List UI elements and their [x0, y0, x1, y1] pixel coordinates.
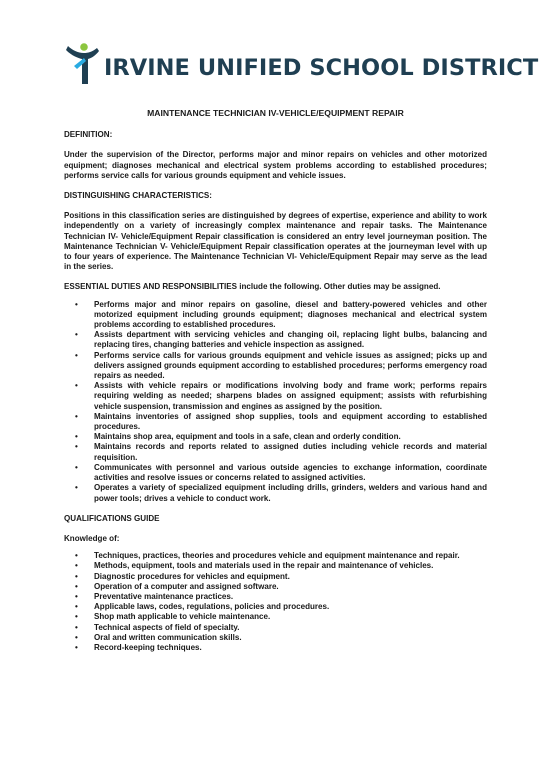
- duties-intro: ESSENTIAL DUTIES AND RESPONSIBILITIES include the following. Other duties may be assigned.: [64, 282, 441, 292]
- list-item: • Maintains records and reports related to assigned duties including vehicle records and material requisition.: [94, 442, 487, 462]
- list-item: • Shop math applicable to vehicle maintenance.: [94, 612, 487, 622]
- list-item: • Communicates with personnel and various outside agencies to exchange information, coordinate activities and resolve issues or concerns related to assigned activities.: [94, 463, 487, 483]
- knowledge-heading: Knowledge of:: [64, 533, 120, 543]
- list-item: • Oral and written communication skills.: [94, 633, 487, 643]
- list-item: • Maintains inventories of assigned shop supplies, tools and equipment according to established procedures.: [94, 412, 487, 432]
- list-item: • Operates a variety of specialized equipment including drills, grinders, welders and various hand and power tools; drives a vehicle to conduct work.: [94, 483, 487, 503]
- list-item: • Performs major and minor repairs on gasoline, diesel and battery-powered vehicles and other motorized equipment including grounds equipment; diagnoses mechanical and electrical system problems according to established procedures.: [94, 300, 487, 331]
- district-logo: [64, 42, 539, 86]
- list-item: • Applicable laws, codes, regulations, policies and procedures.: [94, 602, 487, 612]
- list-item: • Assists department with servicing vehicles and changing oil, replacing light bulbs, balancing and replacing tires, changing batteries and vehicle inspection as assigned.: [94, 330, 487, 350]
- distinguishing-heading: DISTINGUISHING CHARACTERISTICS:: [64, 191, 212, 201]
- list-item: • Operation of a computer and assigned software.: [94, 582, 487, 592]
- list-item: • Diagnostic procedures for vehicles and equipment.: [94, 572, 487, 582]
- district-figure-icon: [64, 42, 100, 86]
- knowledge-list: [64, 551, 487, 653]
- list-item: • Techniques, practices, theories and procedures vehicle and equipment maintenance and repair.: [94, 551, 487, 561]
- list-item: • Maintains shop area, equipment and tools in a safe, clean and orderly condition.: [94, 432, 487, 442]
- page-title: MAINTENANCE TECHNICIAN IV-VEHICLE/EQUIPMENT REPAIR: [147, 108, 404, 118]
- definition-text: Under the supervision of the Director, performs major and minor repairs on vehicles and other motorized equipment; diagnoses mechanical and electrical system problems according to established procedures; performs service calls for various grounds equipment and vehicle issues.: [64, 150, 487, 180]
- distinguishing-text: Positions in this classification series are distinguished by degrees of expertise, experience and ability to work independently on a variety of increasingly complex maintenance and repair tasks. The Maintenance Technician IV- Vehicle/Equipment Repair classification is considered an entry level journeyman position. The Maintenance Technician V- Vehicle/Equipment Repair classification operates at the journeyman level with up to four years of experience. The Maintenance Technician VI- Vehicle/Equipment Repair may serve as the lead in the series.: [64, 211, 487, 272]
- document-body: [64, 108, 487, 663]
- list-item: • Methods, equipment, tools and materials used in the repair and maintenance of vehicles.: [94, 561, 487, 571]
- definition-heading: DEFINITION:: [64, 130, 113, 140]
- list-item: • Assists with vehicle repairs or modifications involving body and frame work; performs repairs requiring welding as needed; sharpens blades on assigned equipment; assists with refurbishing vehicle suspension, transmission and engines as assigned by the position.: [94, 381, 487, 412]
- duties-list: [64, 300, 487, 504]
- list-item: • Preventative maintenance practices.: [94, 592, 487, 602]
- list-item: • Technical aspects of field of specialty.: [94, 623, 487, 633]
- list-item: • Performs service calls for various grounds equipment and vehicle issues as assigned; picks up and delivers assigned grounds equipment according to established procedures; performs emergency road repairs as needed.: [94, 351, 487, 382]
- list-item: • Record-keeping techniques.: [94, 643, 487, 653]
- district-name: IRVINE UNIFIED SCHOOL DISTRICT: [104, 55, 539, 81]
- qualifications-heading: QUALIFICATIONS GUIDE: [64, 513, 160, 523]
